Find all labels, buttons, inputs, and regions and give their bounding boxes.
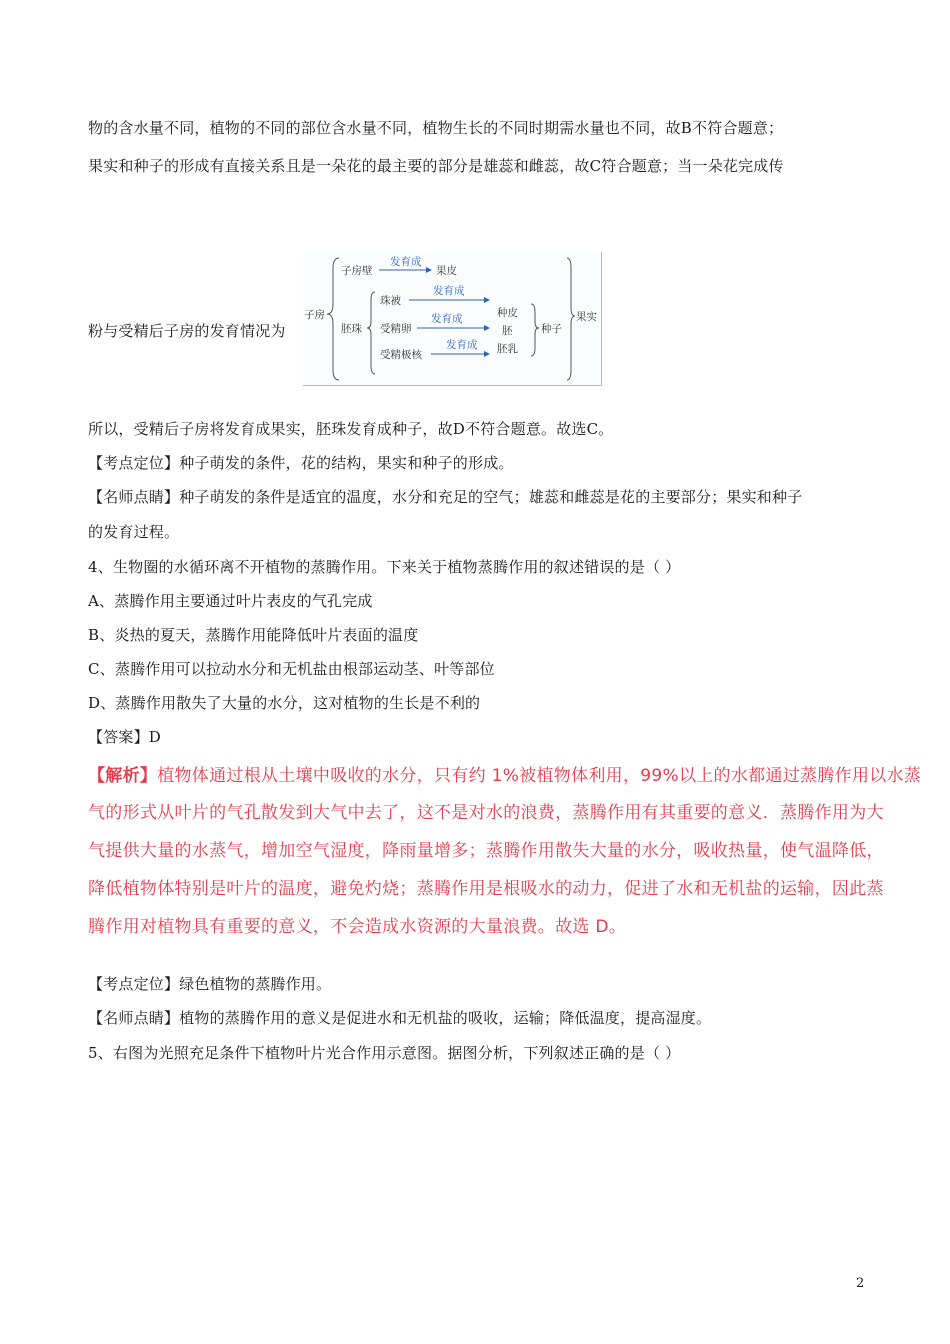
integument-label: 珠被 xyxy=(380,295,401,307)
option-b: B、炎热的夏天，蒸腾作用能降低叶片表面的温度 xyxy=(88,626,419,644)
fertilized-egg-label: 受精卵 xyxy=(380,323,412,335)
develops-into-label: 发育成 xyxy=(433,285,465,297)
develops-into-label: 发育成 xyxy=(390,256,422,268)
fertilized-polar-nuclei-label: 受精极核 xyxy=(380,349,422,361)
text-line: 所以，受精后子房将发育成果实，胚珠发育成种子，故D不符合题意。故选C。 xyxy=(88,420,614,438)
develops-into-label: 发育成 xyxy=(446,339,478,351)
answer: 【答案】D xyxy=(88,728,162,746)
analysis-line: 气的形式从叶片的气孔散发到大气中去了，这不是对水的浪费，蒸腾作用有其重要的意义．蒸腾作用为大 xyxy=(88,803,884,823)
develops-into-label: 发育成 xyxy=(431,313,463,325)
text-line: 【名师点睛】植物的蒸腾作用的意义是促进水和无机盐的吸收，运输；降低温度，提高湿度。 xyxy=(88,1009,712,1027)
option-c: C、蒸腾作用可以拉动水分和无机盐由根部运动茎、叶等部位 xyxy=(88,660,495,678)
option-a: A、蒸腾作用主要通过叶片表皮的气孔完成 xyxy=(88,592,373,610)
option-d: D、蒸腾作用散失了大量的水分，这对植物的生长是不利的 xyxy=(88,694,481,712)
seed-coat-label: 种皮 xyxy=(497,307,518,319)
embryo-label: 胚 xyxy=(502,325,513,337)
ovary-wall-label: 子房壁 xyxy=(341,265,373,277)
text-line: 【名师点睛】种子萌发的条件是适宜的温度，水分和充足的空气；雄蕊和雌蕊是花的主要部分；果实和种子 xyxy=(88,488,803,506)
page-number: 2 xyxy=(856,1276,865,1291)
analysis-line: 【解析】植物体通过根从土壤中吸收的水分，只有约 1%被植物体利用，99%以上的水都通过蒸腾作用以水蒸 xyxy=(88,766,922,786)
text-line: 物的含水量不同，植物的不同的部位含水量不同，植物生长的不同时期需水量也不同，故B不符合题意； xyxy=(88,119,784,137)
analysis-line: 气提供大量的水蒸气，增加空气湿度，降雨量增多；蒸腾作用散失大量的水分，吸收热量，使气温降低， xyxy=(88,841,884,861)
ovule-label: 胚珠 xyxy=(341,323,362,335)
text-line: 粉与受精后子房的发育情况为 xyxy=(88,322,286,340)
analysis-line: 腾作用对植物具有重要的意义，不会造成水资源的大量浪费。故选 D。 xyxy=(88,917,627,937)
ovary-label: 子房 xyxy=(304,309,325,321)
question-4: 4、生物圈的水循环离不开植物的蒸腾作用。下来关于植物蒸腾作用的叙述错误的是（ ） xyxy=(88,558,681,576)
text-line: 【考点定位】绿色植物的蒸腾作用。 xyxy=(88,975,332,993)
text-line: 【考点定位】种子萌发的条件，花的结构，果实和种子的形成。 xyxy=(88,454,514,472)
analysis-tag: 【解析】 xyxy=(88,766,158,786)
question-5: 5、右图为光照充足条件下植物叶片光合作用示意图。据图分析，下列叙述正确的是（ ） xyxy=(88,1044,681,1062)
text-line: 的发育过程。 xyxy=(88,523,180,541)
fruit-label: 果实 xyxy=(576,311,597,323)
endosperm-label: 胚乳 xyxy=(497,343,518,355)
analysis-line: 降低植物体特别是叶片的温度，避免灼烧；蒸腾作用是根吸水的动力，促进了水和无机盐的运输，因此蒸 xyxy=(88,879,884,899)
ovary-development-diagram xyxy=(303,252,602,386)
seed-label: 种子 xyxy=(541,323,562,335)
text-line: 果实和种子的形成有直接关系且是一朵花的最主要的部分是雄蕊和雌蕊，故C符合题意；当一朵花完成传 xyxy=(88,157,784,175)
pericarp-label: 果皮 xyxy=(436,265,457,277)
